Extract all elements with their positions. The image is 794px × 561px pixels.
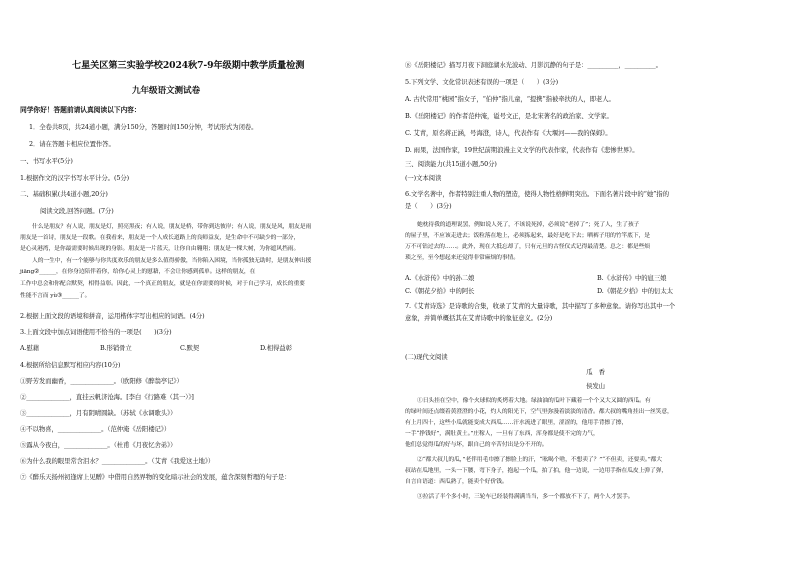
passage-line: 人的一生中，有一个能够与你共度欢乐的朋友是多么值得骄傲，当你陷入困境，当你孤独无助时，是朋友伸出援 <box>32 258 312 264</box>
q4-line: ①野芳发而幽香，______________。（欧阳修《醉翁亭记》） <box>20 377 183 385</box>
essay-line: ②“都大叔儿的瓜，”老伴用毛巾擦了擦脸上的汗，“吆喝个啥，不想卖了？”“不但卖，还要卖。”都大 <box>417 457 662 463</box>
notice-item-2: 2．请在答题卡相应位置作答。 <box>29 140 115 148</box>
question-7-cont: 意象，并简单概括其在艾青诗歌中的象征意义。(2分) <box>405 314 553 322</box>
q5-option-b: B.《岳阳楼记》的作者范仲淹，谥号文正，是北宋著名的政治家、文学家。 <box>405 112 613 120</box>
section3-heading: 三、阅读能力(共15道小题,50分) <box>405 160 497 168</box>
exam-title: 七星关区第三实验学校2024秋7-9年级期中教学质量检测 <box>72 60 305 71</box>
q4-line: ⑦《醉乐天扬州初逢席上见赠》中借用自然界物的变化暗示社会的发展，蕴含深刻哲理的句子是： <box>20 473 291 481</box>
essay-line: 一手“挣钱好”，满肚黄土。”庄稼人，一旦有了东西，浑身都是使不完的力气， <box>405 431 599 437</box>
q4-line: ②______________，直挂云帆济沧海。[李白《行路难（其一）》] <box>20 393 194 401</box>
q6-passage-line: 琐之至，至今想起来还觉得非常麻烦的事情。 <box>405 255 519 261</box>
essay-title: 瓜 香 <box>586 368 605 376</box>
notice-heading: 同学你好！答题前请认真阅读以下内容： <box>20 106 141 114</box>
passage-line: 工作中总会和你配合默契，相得益彰。因此，一个真正的朋友，就是在你需要的时候，对于自己学习，成长的重要 <box>20 281 305 287</box>
question-1: 1.根据作文的汉字书写水平计分。(5分) <box>20 174 130 182</box>
q3-option-c: C.默契 <box>180 344 200 352</box>
passage-line: 是心灵港湾，是你最需要时候出现的身影。朋友是一片蓝天，让你自由翱翔；朋友是一棵大树，为你遮风挡雨。 <box>20 246 300 252</box>
passage-line: 朋友是一首诗，朋友是一段歌。在我看来，朋友是一个人成长道路上的良师益友，是生命中不可缺少的一部分， <box>20 235 300 241</box>
q4-line: ⑤露从今夜白，______________。（杜甫《月夜忆舍弟》） <box>20 441 177 449</box>
passage-line: 性能不言而 yù③______了。 <box>20 293 91 299</box>
passage-line: 什么是朋友？有人说，朋友是灯，照亮黑夜；有人说，朋友是桥，带你到达彼岸；有人说，朋友是风，朋友是雨 <box>32 224 312 230</box>
question-6-cont: 是（ ）(3分) <box>405 202 452 210</box>
q6-option-d: D.《朝花夕拾》中的衍太太 <box>597 287 673 295</box>
essay-line: 自言自语道：西瓜熟了，能卖个好价钱。 <box>405 479 508 485</box>
q6-option-c: C.《朝花夕拾》中的阿长 <box>405 287 475 295</box>
q6-option-a: A.《水浒传》中的孙二娘 <box>405 274 475 282</box>
question-2: 2.根据上面文段的语境和拼音，运用楷体字写出相应的词语。(4分) <box>20 312 205 320</box>
section3-part1: (一)文本阅读 <box>405 174 442 182</box>
q3-option-b: B.形销骨立 <box>100 344 132 352</box>
modern-heading: (二)现代文阅读 <box>405 353 448 361</box>
q6-passage-line: 万不可钻过去的……。此外，现在大抵忘却了，只有元旦的古怪仪式记得最清楚。总之：都是些烦 <box>405 244 650 250</box>
question-7: 7.《艾青诗选》是诗歌的合集，收录了艾青的大量诗歌，其中描写了多种意象。请你写出其中一个 <box>405 302 676 310</box>
q6-option-b: B.《水浒传》中的扈三娘 <box>597 274 667 282</box>
question-4: 4.根据所给信息默写相应内容(10分) <box>20 361 121 369</box>
q6-passage-line: 她枕待我的道理说罢，例如说人死了，不该说死掉，必须说“老掉了”；死了人，生了孩子 <box>417 222 640 228</box>
reading-intro: 阅读文段,回答问题。(7分) <box>40 207 114 215</box>
q5-option-c: C. 艾青，原名蒋正涵，号海澄，诗人，代表作有《大堰河——我的保姆》。 <box>405 129 612 137</box>
notice-item-1: 1．全卷共8页，共24道小题，满分150分，答题时间150分钟，考试形式为闭卷。 <box>29 123 258 131</box>
essay-line: 的绿叶间还点缀着黄澄澄的小花，灼人的阳光下，空气里弥漫着淡淡的清香。都大叔的嘴角挂出一丝笑意， <box>405 409 673 415</box>
essay-author: 侯发山 <box>586 382 605 390</box>
q4-line: ③______________，月有阴晴圆缺。（苏轼《水调歌头》） <box>20 409 177 417</box>
question-3: 3.上面文段中加点词语使用不恰当的一项是( )(3分) <box>20 328 172 336</box>
q3-option-a: A.慰藉 <box>20 344 40 352</box>
essay-line: ③拉活了半个多小时，三轮车已经装得满满当当，多一个都放不下了，两个人才罢手。 <box>417 494 634 500</box>
paper-title: 九年级语文测试卷 <box>132 86 200 96</box>
section1-heading: 一、书写水平(5分) <box>20 157 73 165</box>
q6-passage-line: 的屋子里，不应该走进去；饭粒落在地上，必须拣起来，最好是吃下去；晒裤子用的竹竿底下，是 <box>405 233 650 239</box>
q4-line: ⑥为什么我的眼里常含泪水？______________。（艾青《我爱这土地》） <box>20 457 215 465</box>
essay-line: 有上月四十，这些小瓜就能变成大西瓜……汗水流进了眼里，涩涩的，他用手背擦了擦， <box>405 420 628 426</box>
q5-option-d: D. 雨果，法国作家，19世纪前期浪漫主义文学的代表作家，代表作有《悲惨世界》。 <box>405 146 639 154</box>
section2-heading: 二、基础积累(共4道小题,20分) <box>20 190 108 198</box>
question-6: 6.文学名著中，作者特别注重人物的塑造，使得人物性格鲜明突出。下面名著片段中的“她”指的 <box>405 190 669 198</box>
q3-option-d: D.相得益彰 <box>260 344 292 352</box>
q5-option-a: A. 古代常用“桃园”指女子，“伯仲”指儿童，“提携”指被牵扶的人，即老人。 <box>405 95 615 103</box>
q4-line: ④不以物喜，______________。（范仲淹《岳阳楼记》） <box>20 425 171 433</box>
essay-line: 他们总觉得瓜的好与坏，跟自己的辛苦付出是分不开的。 <box>405 442 548 448</box>
essay-line: ①日头挂在空中，像个火球似的炙烤着大地。绿油油的瓜叶下藏着一个个又大又圆的西瓜。有 <box>417 398 651 404</box>
essay-line: 叔站在瓜地里，一头一下腰，弯下身子，抱起一个瓜，拍了拍，他一边说，一边用手指在瓜皮上弹了弹， <box>405 468 668 474</box>
passage-line: jiāng②______，在你身边陪伴着你，给你心灵上的慰藉，不会让你感到孤单。这样的朋友，在 <box>20 269 256 275</box>
question-5: 5.下列文学、文化常识表述有误的一项是（ ）(3分) <box>405 78 559 86</box>
q4-line-8: ⑧《岳阳楼记》描写月夜下洞庭湖水光波动、月影沉静的句子是：__________，__________。 <box>405 61 662 69</box>
